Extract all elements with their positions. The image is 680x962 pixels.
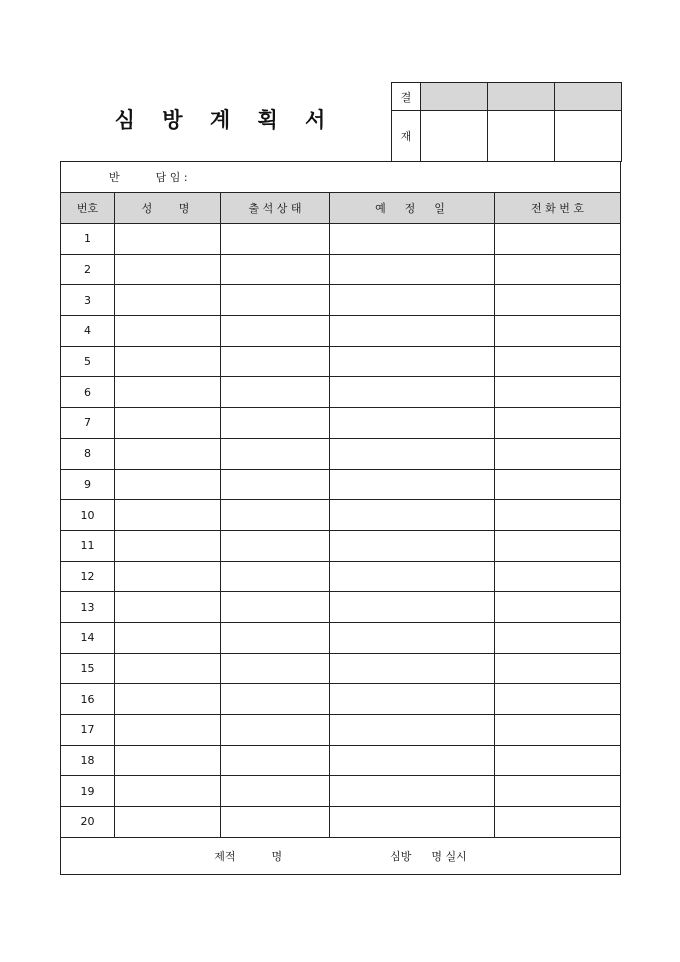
attendance-cell[interactable] [221, 776, 330, 807]
attendance-cell[interactable] [221, 438, 330, 469]
phone-cell[interactable] [495, 500, 621, 531]
row-number: 17 [61, 715, 115, 746]
name-cell[interactable] [115, 684, 221, 715]
class-label: 반 [109, 171, 120, 184]
attendance-cell[interactable] [221, 807, 330, 838]
phone-cell[interactable] [495, 807, 621, 838]
table-row [61, 715, 621, 746]
row-number: 13 [61, 592, 115, 623]
date-cell[interactable] [330, 776, 495, 807]
col-header-attendance: 출 석 상 태 [221, 193, 330, 224]
date-cell[interactable] [330, 807, 495, 838]
name-cell[interactable] [115, 592, 221, 623]
date-cell[interactable] [330, 469, 495, 500]
table-row [61, 316, 621, 347]
row-number: 16 [61, 684, 115, 715]
attendance-cell[interactable] [221, 745, 330, 776]
row-number: 1 [61, 224, 115, 255]
date-cell[interactable] [330, 408, 495, 439]
name-cell[interactable] [115, 622, 221, 653]
attendance-cell[interactable] [221, 254, 330, 285]
date-cell[interactable] [330, 745, 495, 776]
attendance-cell[interactable] [221, 592, 330, 623]
col-header-number: 번호 [61, 193, 115, 224]
homeroom-row [61, 162, 621, 193]
row-number: 3 [61, 285, 115, 316]
attendance-cell[interactable] [221, 377, 330, 408]
attendance-cell[interactable] [221, 530, 330, 561]
approval-label-bottom: 재 [392, 111, 421, 162]
row-number: 4 [61, 316, 115, 347]
date-cell[interactable] [330, 500, 495, 531]
table-row [61, 438, 621, 469]
phone-cell[interactable] [495, 592, 621, 623]
date-cell[interactable] [330, 346, 495, 377]
phone-cell[interactable] [495, 653, 621, 684]
attendance-cell[interactable] [221, 715, 330, 746]
footer-cell [61, 837, 621, 874]
phone-cell[interactable] [495, 438, 621, 469]
row-number: 7 [61, 408, 115, 439]
table-body [61, 224, 621, 838]
table-row [61, 285, 621, 316]
row-number: 11 [61, 530, 115, 561]
phone-cell[interactable] [495, 530, 621, 561]
row-number: 9 [61, 469, 115, 500]
enrolled-label: 제적 [214, 849, 236, 863]
attendance-cell[interactable] [221, 561, 330, 592]
name-cell[interactable] [115, 346, 221, 377]
approval-label-top: 결 [392, 83, 421, 111]
visit-plan-table [60, 161, 621, 875]
homeroom-teacher-label: 담 임 : [155, 171, 188, 184]
visits-unit: 명 실시 [431, 849, 467, 863]
table-row [61, 469, 621, 500]
name-cell[interactable] [115, 254, 221, 285]
phone-cell[interactable] [495, 776, 621, 807]
attendance-cell[interactable] [221, 346, 330, 377]
name-cell[interactable] [115, 807, 221, 838]
table-row [61, 776, 621, 807]
attendance-cell[interactable] [221, 224, 330, 255]
date-cell[interactable] [330, 684, 495, 715]
table-row [61, 408, 621, 439]
phone-cell[interactable] [495, 377, 621, 408]
phone-cell[interactable] [495, 254, 621, 285]
date-cell[interactable] [330, 254, 495, 285]
approval-header-cell [421, 83, 488, 111]
row-number: 19 [61, 776, 115, 807]
table-row [61, 346, 621, 377]
name-cell[interactable] [115, 316, 221, 347]
approval-header-cell [488, 83, 555, 111]
date-cell[interactable] [330, 377, 495, 408]
attendance-cell[interactable] [221, 408, 330, 439]
header-row [61, 193, 621, 224]
col-header-phone: 전 화 번 호 [495, 193, 621, 224]
name-cell[interactable] [115, 377, 221, 408]
name-cell[interactable] [115, 438, 221, 469]
name-cell[interactable] [115, 500, 221, 531]
row-number: 12 [61, 561, 115, 592]
date-cell[interactable] [330, 561, 495, 592]
date-cell[interactable] [330, 224, 495, 255]
col-header-date: 예 정 일 [330, 193, 495, 224]
name-cell[interactable] [115, 530, 221, 561]
phone-cell[interactable] [495, 408, 621, 439]
date-cell[interactable] [330, 530, 495, 561]
name-cell[interactable] [115, 653, 221, 684]
col-header-name: 성 명 [115, 193, 221, 224]
table-row [61, 254, 621, 285]
name-cell[interactable] [115, 561, 221, 592]
phone-cell[interactable] [495, 469, 621, 500]
phone-cell[interactable] [495, 285, 621, 316]
enrolled-unit: 명 [271, 849, 283, 863]
date-cell[interactable] [330, 653, 495, 684]
row-number: 2 [61, 254, 115, 285]
phone-cell[interactable] [495, 346, 621, 377]
phone-cell[interactable] [495, 316, 621, 347]
date-cell[interactable] [330, 592, 495, 623]
row-number: 8 [61, 438, 115, 469]
name-cell[interactable] [115, 776, 221, 807]
date-cell[interactable] [330, 715, 495, 746]
phone-cell[interactable] [495, 561, 621, 592]
attendance-cell[interactable] [221, 285, 330, 316]
document-title: 심 방 계 획 서 [114, 107, 336, 132]
table-row [61, 807, 621, 838]
name-cell[interactable] [115, 408, 221, 439]
attendance-cell[interactable] [221, 500, 330, 531]
approval-sign-cell[interactable] [421, 111, 488, 162]
name-cell[interactable] [115, 224, 221, 255]
table-row [61, 224, 621, 255]
row-number: 6 [61, 377, 115, 408]
name-cell[interactable] [115, 745, 221, 776]
table-row [61, 653, 621, 684]
attendance-cell[interactable] [221, 684, 330, 715]
attendance-cell[interactable] [221, 653, 330, 684]
phone-cell[interactable] [495, 684, 621, 715]
visits-label: 심방 [390, 849, 412, 863]
date-cell[interactable] [330, 316, 495, 347]
approval-sign-cell[interactable] [488, 111, 555, 162]
row-number: 14 [61, 622, 115, 653]
table-row [61, 530, 621, 561]
approval-box [391, 82, 622, 162]
approval-header-cell [555, 83, 622, 111]
row-number: 10 [61, 500, 115, 531]
row-number: 20 [61, 807, 115, 838]
date-cell[interactable] [330, 622, 495, 653]
attendance-cell[interactable] [221, 316, 330, 347]
approval-sign-cell[interactable] [555, 111, 622, 162]
row-number: 18 [61, 745, 115, 776]
row-number: 5 [61, 346, 115, 377]
name-cell[interactable] [115, 285, 221, 316]
footer-row [61, 837, 621, 874]
date-cell[interactable] [330, 438, 495, 469]
phone-cell[interactable] [495, 745, 621, 776]
phone-cell[interactable] [495, 715, 621, 746]
attendance-cell[interactable] [221, 622, 330, 653]
attendance-cell[interactable] [221, 469, 330, 500]
phone-cell[interactable] [495, 622, 621, 653]
table-row [61, 592, 621, 623]
table-row [61, 377, 621, 408]
table-row [61, 745, 621, 776]
homeroom-cell[interactable] [61, 162, 621, 193]
table-row [61, 500, 621, 531]
name-cell[interactable] [115, 469, 221, 500]
table-row [61, 622, 621, 653]
row-number: 15 [61, 653, 115, 684]
phone-cell[interactable] [495, 224, 621, 255]
name-cell[interactable] [115, 715, 221, 746]
table-row [61, 684, 621, 715]
table-row [61, 561, 621, 592]
date-cell[interactable] [330, 285, 495, 316]
